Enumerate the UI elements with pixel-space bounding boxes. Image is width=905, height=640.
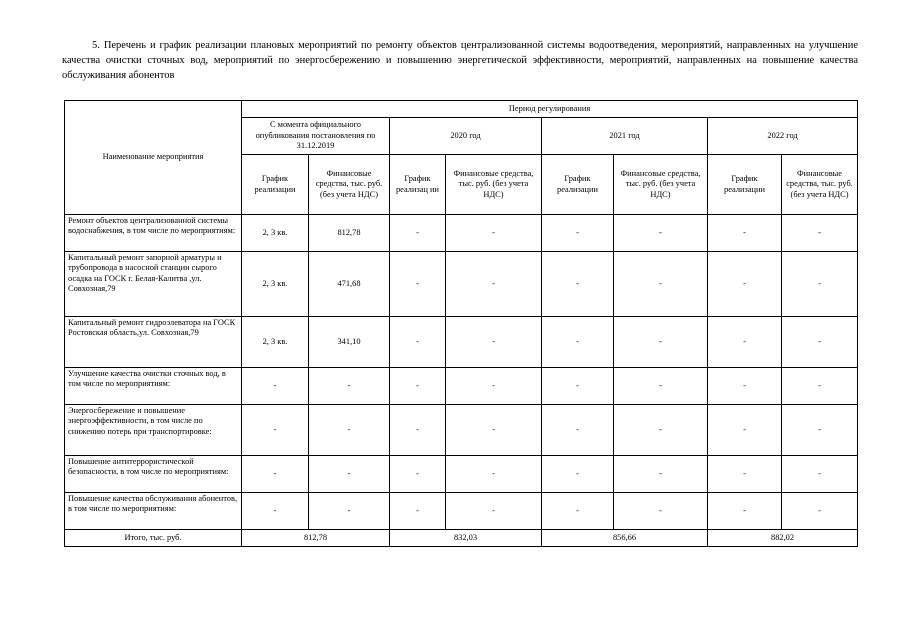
cell: - — [614, 368, 708, 405]
cell: - — [390, 456, 446, 493]
cell: - — [708, 456, 782, 493]
period-2019: С момента официального опубликования постановления по 31.12.2019 — [242, 118, 390, 155]
table-row — [65, 368, 858, 405]
total-2020: 832,03 — [390, 530, 542, 547]
cell: - — [614, 405, 708, 456]
table-row — [65, 252, 858, 317]
table-row — [65, 405, 858, 456]
row-name: Капитальный ремонт гидроэлеватора на ГОСК Ростовская область,ул. Совхозная,79 — [65, 317, 242, 368]
total-2022: 882,02 — [708, 530, 858, 547]
sub-header-schedule: График реализации — [542, 155, 614, 215]
total-label: Итого, тыс. руб. — [65, 530, 242, 547]
cell: - — [614, 252, 708, 317]
cell: 2, 3 кв. — [242, 317, 309, 368]
row-name: Энергосбережение и повышение энергоэффективности, в том числе по снижению потерь при транспортировке: — [65, 405, 242, 456]
sub-header-finance: Финансовые средства, тыс. руб. (без учета НДС) — [614, 155, 708, 215]
cell: - — [309, 493, 390, 530]
sub-header-finance: Финансовые средства, тыс. руб. (без учета НДС) — [309, 155, 390, 215]
cell: 341,10 — [309, 317, 390, 368]
cell: - — [542, 405, 614, 456]
cell: - — [446, 493, 542, 530]
col-name-header: Наименование мероприятия — [65, 101, 242, 215]
cell: - — [708, 493, 782, 530]
row-name: Повышение качества обслуживания абонентов, в том числе по мероприятиям: — [65, 493, 242, 530]
cell: - — [542, 456, 614, 493]
sub-header-finance: Финансовые средства, тыс. руб. (без учета НДС) — [782, 155, 858, 215]
cell: - — [390, 317, 446, 368]
total-row — [65, 530, 858, 547]
events-table — [64, 100, 858, 547]
table-row — [65, 456, 858, 493]
table-row — [65, 317, 858, 368]
cell: - — [782, 456, 858, 493]
cell: - — [309, 405, 390, 456]
cell: - — [242, 493, 309, 530]
cell: - — [614, 456, 708, 493]
cell: - — [782, 368, 858, 405]
cell: - — [446, 456, 542, 493]
cell: - — [446, 252, 542, 317]
period-2021: 2021 год — [542, 118, 708, 155]
row-name: Ремонт объектов централизованной системы водоснабжения, в том числе по мероприятиям: — [65, 215, 242, 252]
period-header-row — [65, 101, 858, 118]
cell: - — [390, 493, 446, 530]
sub-header-schedule: График реализации — [708, 155, 782, 215]
document-heading: 5. Перечень и график реализации плановых мероприятий по ремонту объектов централизованной системы водоотведения, мероприятий, направленных на улучшение качества очистки сточных вод, мероприятий по энергосбережению и повышению энергетической эффективности, мероприятий, направленных на повышение качества обслуживания абонентов — [62, 40, 858, 81]
cell: - — [782, 252, 858, 317]
cell: - — [614, 215, 708, 252]
period-2020: 2020 год — [390, 118, 542, 155]
cell: - — [390, 368, 446, 405]
cell: - — [390, 252, 446, 317]
period-header: Период регулирования — [242, 101, 858, 118]
total-2019: 812,78 — [242, 530, 390, 547]
cell: - — [446, 368, 542, 405]
cell: 812,78 — [309, 215, 390, 252]
cell: - — [782, 405, 858, 456]
table-row — [65, 493, 858, 530]
cell: - — [390, 215, 446, 252]
sub-header-schedule: График реализации — [242, 155, 309, 215]
cell: - — [542, 252, 614, 317]
row-name: Повышение антитеррористической безопасности, в том числе по мероприятиям: — [65, 456, 242, 493]
cell: 2, 3 кв. — [242, 215, 309, 252]
cell: - — [542, 368, 614, 405]
sub-header-schedule: График реализац ии — [390, 155, 446, 215]
table-row — [65, 215, 858, 252]
cell: - — [782, 215, 858, 252]
cell: - — [782, 317, 858, 368]
row-name: Капитальный ремонт запорной арматуры и трубопровода в насосной станции сырого осадка на ГОСК г. Белая-Калитва ,ул. Совхозная,79 — [65, 252, 242, 317]
cell: - — [309, 456, 390, 493]
cell: - — [390, 405, 446, 456]
cell: - — [542, 493, 614, 530]
cell: - — [708, 368, 782, 405]
cell: - — [708, 252, 782, 317]
cell: - — [309, 368, 390, 405]
cell: - — [242, 405, 309, 456]
cell: - — [708, 317, 782, 368]
cell: - — [614, 317, 708, 368]
period-2022: 2022 год — [708, 118, 858, 155]
cell: - — [614, 493, 708, 530]
sub-header-finance: Финансовые средства, тыс. руб. (без учета НДС) — [446, 155, 542, 215]
cell: - — [446, 215, 542, 252]
cell: - — [242, 456, 309, 493]
cell: - — [446, 405, 542, 456]
cell: - — [782, 493, 858, 530]
total-2021: 856,66 — [542, 530, 708, 547]
cell: - — [242, 368, 309, 405]
cell: 471,68 — [309, 252, 390, 317]
row-name: Улучшение качества очистки сточных вод, в том числе по мероприятиям: — [65, 368, 242, 405]
cell: - — [708, 405, 782, 456]
cell: 2, 3 кв. — [242, 252, 309, 317]
cell: - — [542, 317, 614, 368]
cell: - — [708, 215, 782, 252]
cell: - — [446, 317, 542, 368]
cell: - — [542, 215, 614, 252]
